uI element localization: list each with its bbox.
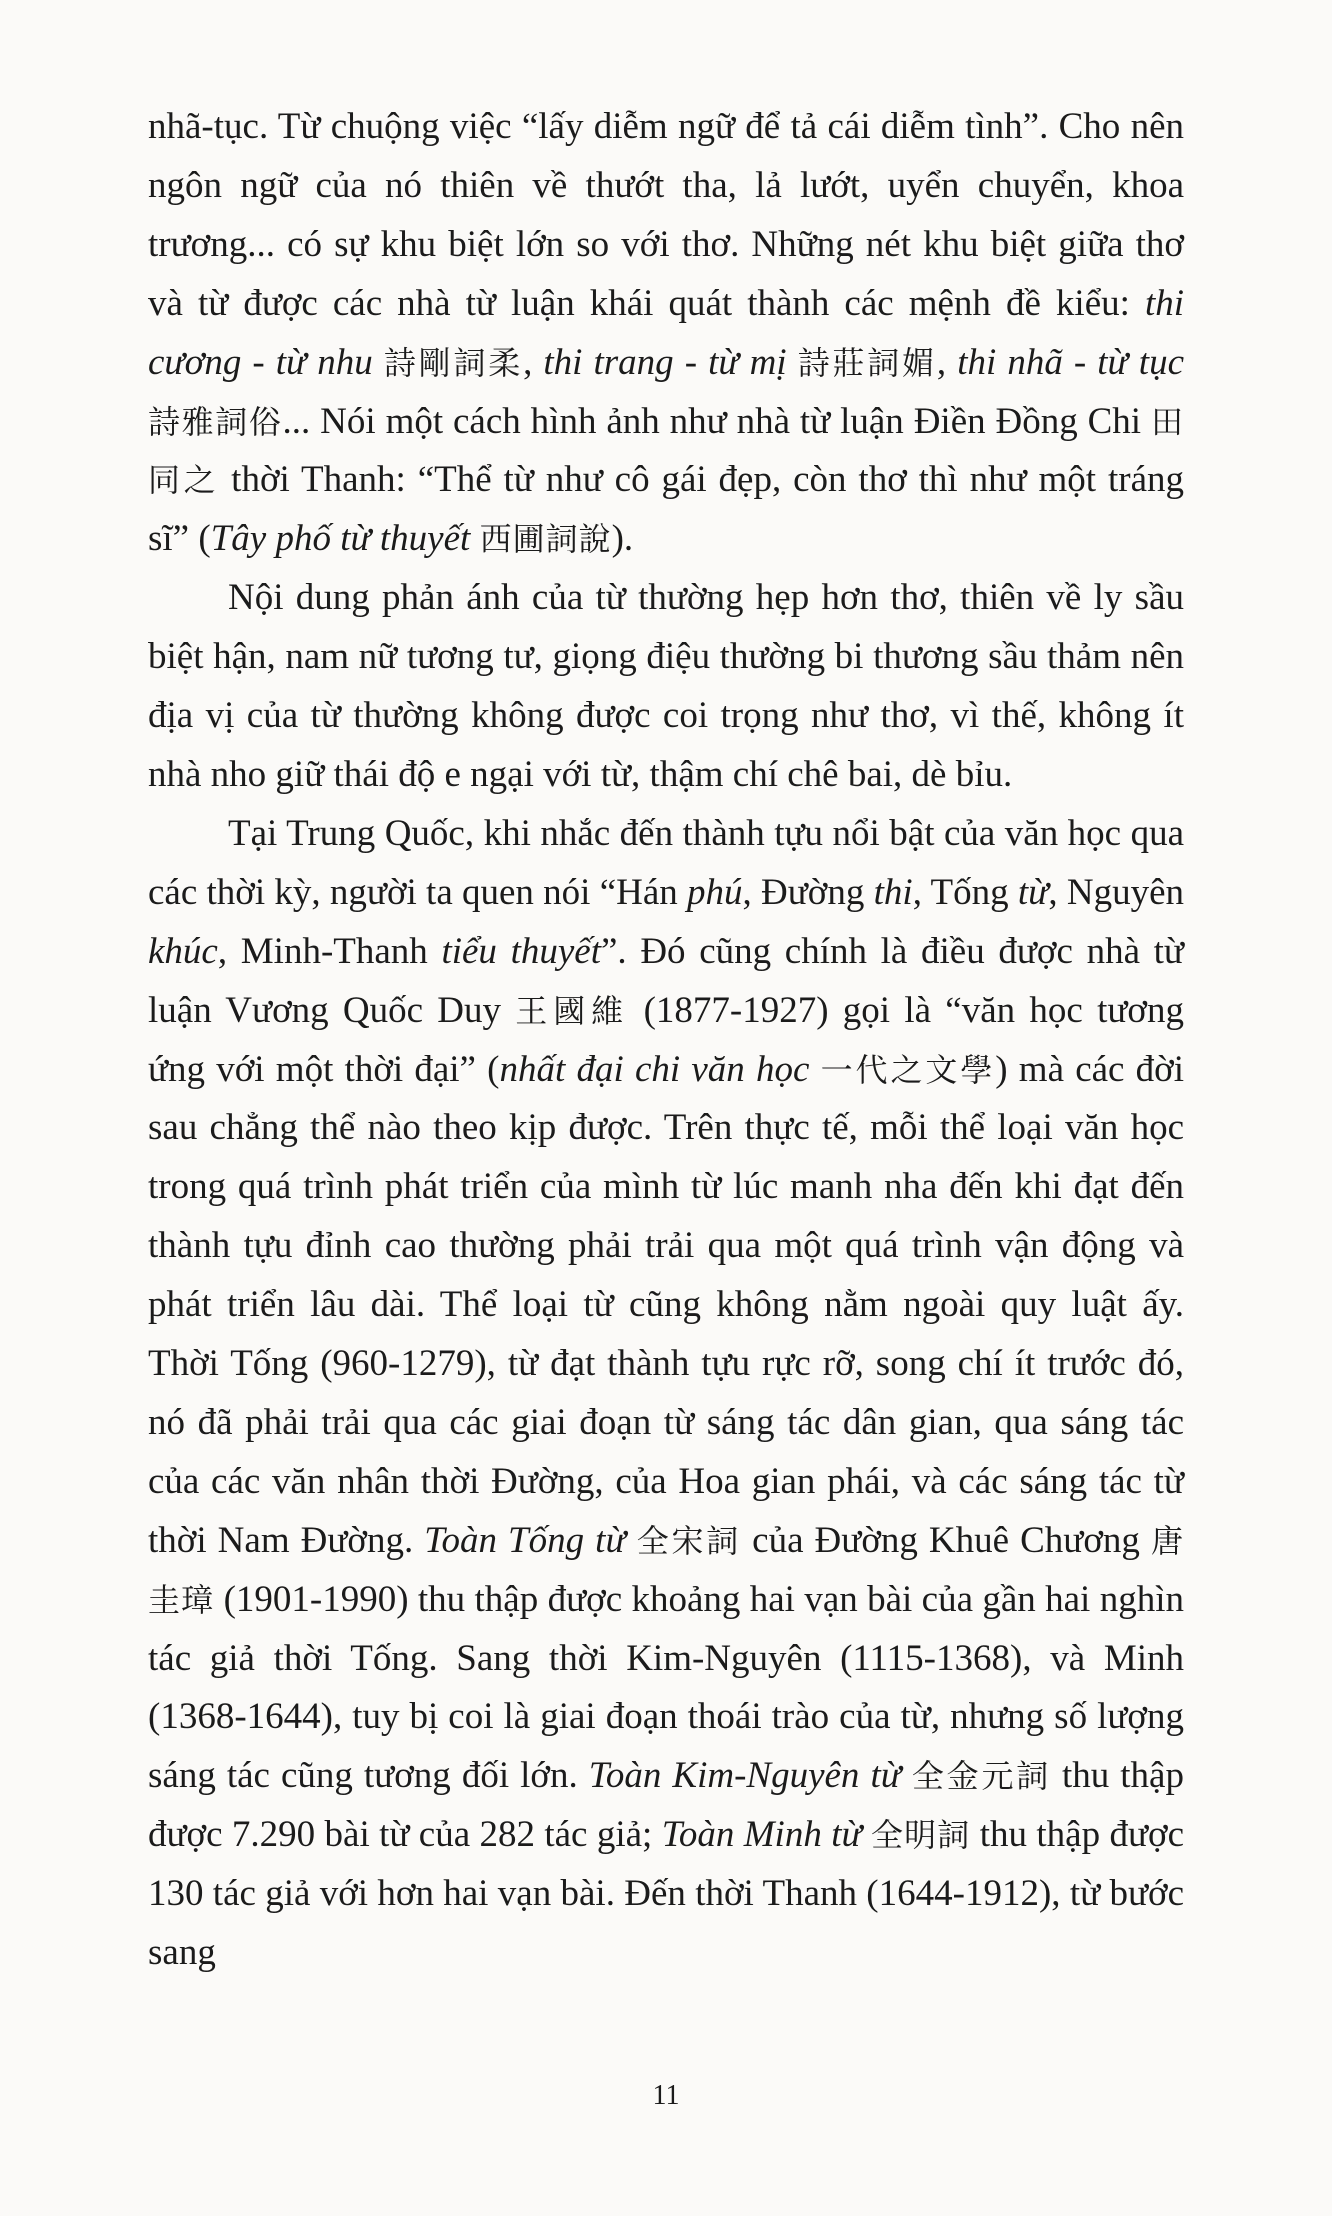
italic-term: nhất đại chi văn học — [499, 1048, 810, 1090]
text-run — [862, 1814, 871, 1855]
paragraph — [148, 98, 1184, 569]
chinese-characters: 西圃詞說 — [479, 520, 612, 559]
text-run — [901, 1755, 912, 1796]
chinese-characters: 詩雅詞俗 — [148, 402, 283, 441]
chinese-characters: 田同之 — [148, 402, 1184, 500]
italic-term: thi cương - từ nhu — [148, 282, 1184, 383]
text-run — [470, 518, 479, 559]
text-run: thời Thanh: “Thể từ như cô gái đẹp, còn thơ thì như một tráng sĩ” ( — [148, 459, 1184, 560]
chinese-characters: 王國維 — [515, 991, 630, 1030]
italic-term: thi nhã - từ tục — [957, 341, 1184, 383]
page-body — [148, 98, 1184, 1983]
text-run: (1901-1990) thu thập được khoảng hai vạn bài của gần hai nghìn tác giả thời Tống. Sang thời Kim-Nguyên (1115-1368), và Minh (1368-1644), tuy bị coi là giai đoạn thoái trào của từ, nhưng số lượng sáng tác cũng tương đối lớn. — [148, 1578, 1184, 1797]
text-run: ) mà các đời sau chẳng thể nào theo kịp được. Trên thực tế, mỗi thể loại văn học trong quá trình phát triển của mình từ lúc manh nha đến khi đạt đến thành tựu đỉnh cao thường phải trải qua một quá trình vận động và phát triển lâu dài. Thể loại từ cũng không nằm ngoài quy luật ấy. Thời Tống (960-1279), từ đạt thành tựu rực rỡ, song chí ít trước đó, nó đã phải trải qua các giai đoạn từ sáng tác dân gian, qua sáng tác của các văn nhân thời Đường, của Hoa gian phái, và các sáng tác từ thời Nam Đường. — [148, 1048, 1185, 1561]
page-number: 11 — [652, 2080, 680, 2111]
italic-term: từ — [1017, 871, 1049, 913]
chinese-characters: 一代之文學 — [820, 1050, 996, 1089]
chinese-characters: 唐圭璋 — [148, 1521, 1184, 1619]
text-run: ”. Đó cũng chính là điều được nhà từ luận Vương Quốc Duy — [148, 930, 1184, 1031]
paragraph — [148, 805, 1184, 1983]
chinese-characters: 詩剛詞柔 — [383, 343, 524, 382]
text-run: , Đường — [742, 871, 874, 913]
text-run — [626, 1520, 637, 1561]
text-run — [373, 342, 384, 383]
chinese-characters: 全金元詞 — [911, 1757, 1051, 1796]
italic-term: tiểu thuyết — [441, 930, 601, 972]
text-run: ). — [611, 518, 634, 560]
text-run: , — [523, 341, 544, 383]
text-run: ... Nói một cách hình ảnh như nhà từ luận Điền Đồng Chi — [282, 400, 1151, 442]
paragraph-container — [148, 98, 1184, 1983]
text-run: , Nguyên — [1048, 871, 1184, 913]
italic-term: Toàn Kim-Nguyên từ — [588, 1755, 901, 1797]
italic-term: Toàn Minh từ — [661, 1814, 862, 1856]
italic-term: thi trang - từ mị — [543, 341, 787, 383]
text-run: , Tống — [912, 871, 1018, 913]
text-run: Tại Trung Quốc, khi nhắc đến thành tựu nổi bật của văn học qua các thời kỳ, người ta quen nói “Hán — [148, 812, 1184, 913]
text-run: thu thập được 130 tác giả với hơn hai vạn bài. Đến thời Thanh (1644-1912), từ bước sang — [148, 1814, 1184, 1974]
text-run: thu thập được 7.290 bài từ của 282 tác giả; — [148, 1755, 1184, 1856]
chinese-characters: 全明詞 — [871, 1816, 971, 1855]
text-run: , Minh-Thanh — [217, 930, 442, 972]
italic-term: Tây phố từ thuyết — [210, 518, 471, 560]
text-run: nhã-tục. Từ chuộng việc “lấy diễm ngữ để tả cái diễm tình”. Cho nên ngôn ngữ của nó thiên về thướt tha, lả lướt, uyển chuyển, khoa trương... có sự khu biệt lớn so với thơ. Những nét khu biệt giữa thơ và từ được các nhà từ luận khái quát thành các mệnh đề kiểu: — [148, 106, 1184, 324]
italic-term: Toàn Tống từ — [424, 1519, 626, 1561]
italic-term: phú — [687, 871, 743, 913]
text-run: Nội dung phản ánh của từ thường hẹp hơn thơ, thiên về ly sầu biệt hận, nam nữ tương tư, giọng điệu thường bi thương sầu thảm nên địa vị của từ thường không được coi trọng như thơ, vì thế, không ít nhà nho giữ thái độ e ngại với từ, thậm chí chê bai, dè bỉu. — [148, 577, 1184, 795]
text-run — [787, 342, 798, 383]
italic-term: thi — [873, 871, 913, 913]
italic-term: khúc — [148, 930, 218, 972]
text-run: , — [936, 341, 958, 383]
chinese-characters: 全宋詞 — [636, 1521, 742, 1560]
chinese-characters: 詩莊詞媚 — [797, 343, 937, 382]
paragraph — [148, 569, 1184, 805]
text-run — [809, 1049, 820, 1090]
text-run: của Đường Khuê Chương — [741, 1519, 1151, 1561]
text-run: (1877-1927) gọi là “văn học tương ứng với một thời đại” ( — [148, 989, 1184, 1090]
